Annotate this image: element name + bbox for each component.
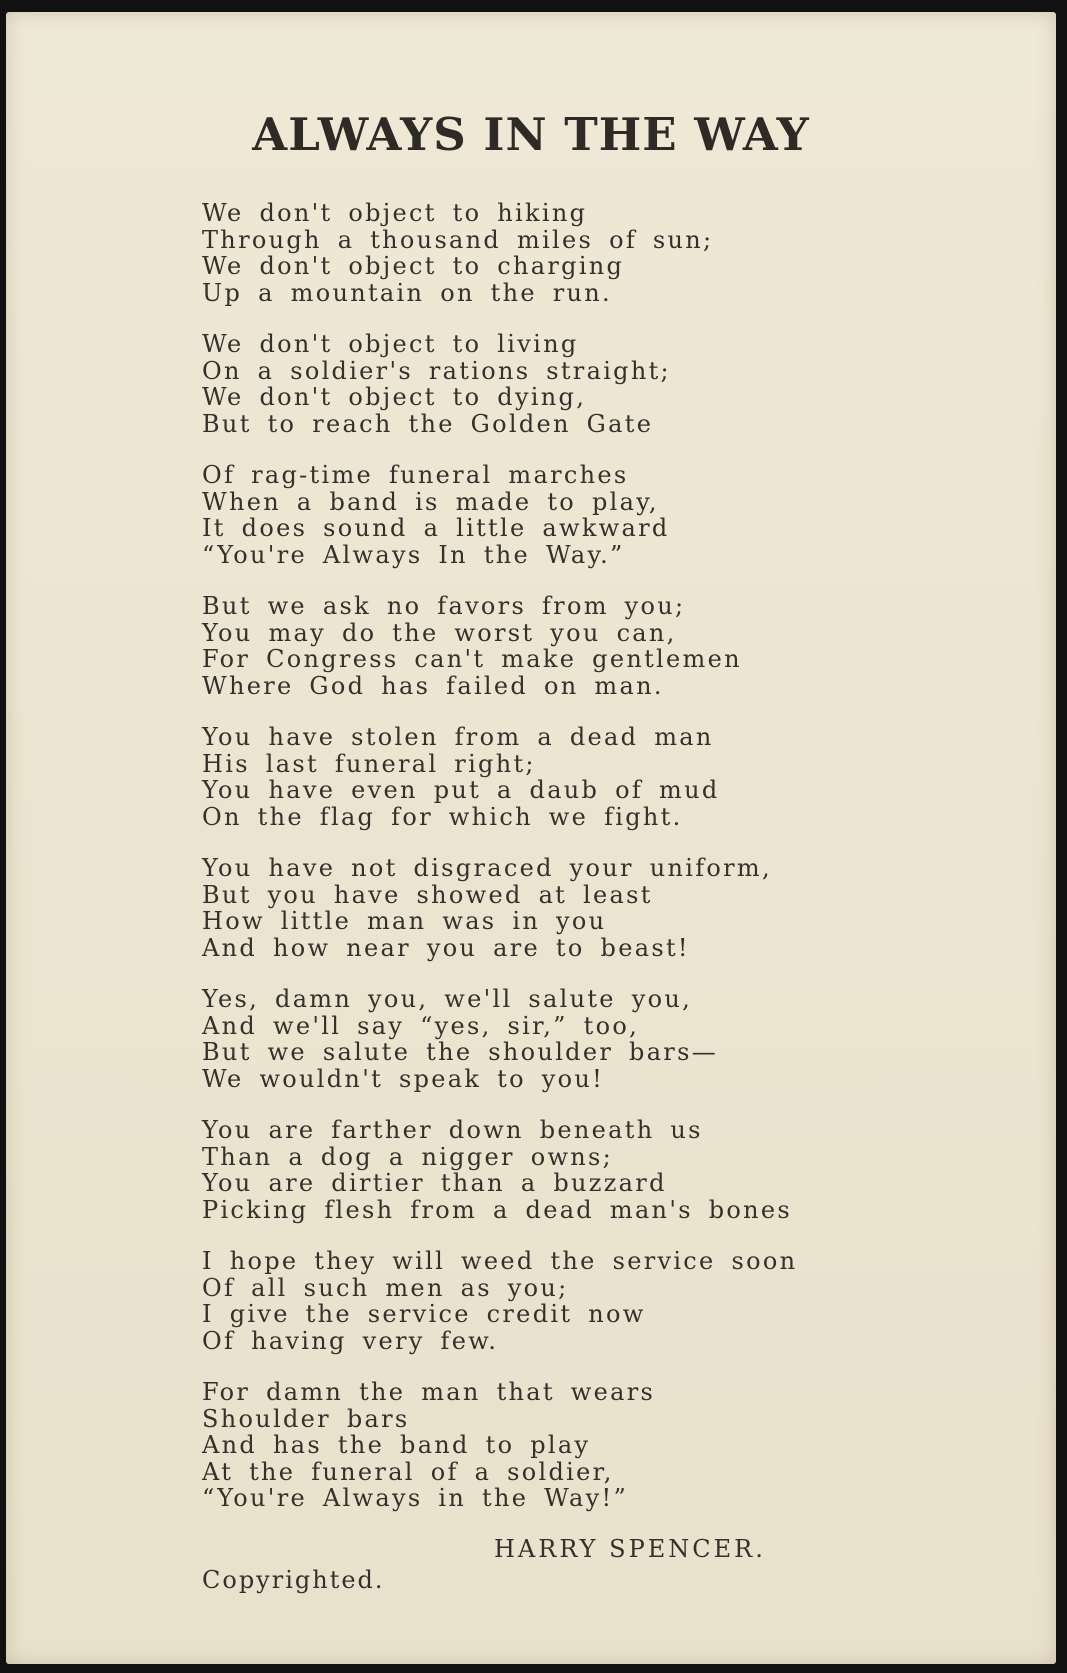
postcard bbox=[6, 12, 1056, 1664]
poem-line: Yes, damn you, we'll salute you, bbox=[202, 985, 693, 1013]
stanza-1 bbox=[202, 200, 902, 306]
author-signature: HARRY SPENCER. bbox=[494, 1535, 766, 1563]
poem-line: Where God has failed on man. bbox=[202, 671, 664, 700]
poem-line: And has the band to play bbox=[202, 1431, 591, 1459]
poem-line: You are farther down beneath us bbox=[202, 1116, 703, 1144]
poem-line: “You're Always in the Way!” bbox=[202, 1484, 629, 1512]
stanza-8 bbox=[202, 1117, 902, 1223]
poem-line: How little man was in you bbox=[202, 907, 607, 935]
poem-line: You have even put a daub of mud bbox=[202, 776, 720, 804]
poem-line: Of rag-time funeral marches bbox=[202, 461, 629, 489]
poem-line: For Congress can't make gentlemen bbox=[202, 645, 742, 673]
poem-line: When a band is made to play, bbox=[202, 487, 659, 516]
stanza-4 bbox=[202, 593, 902, 699]
poem-line: But to reach the Golden Gate bbox=[202, 409, 654, 438]
poem-line: Up a mountain on the run. bbox=[202, 278, 612, 307]
poem-line: On the flag for which we fight. bbox=[202, 802, 683, 831]
poem-line: Of all such men as you; bbox=[202, 1273, 569, 1302]
poem-line: But we salute the shoulder bars— bbox=[202, 1038, 718, 1066]
poem-line: We don't object to living bbox=[202, 330, 579, 358]
poem-line: On a soldier's rations straight; bbox=[202, 356, 671, 385]
stanza-5 bbox=[202, 724, 902, 830]
stanza-3 bbox=[202, 462, 902, 568]
poem-line: You may do the worst you can, bbox=[202, 618, 677, 647]
poem-line: And we'll say “yes, sir,” too, bbox=[202, 1011, 640, 1040]
copyright-notice: Copyrighted. bbox=[202, 1566, 385, 1594]
poem-line: Shoulder bars bbox=[202, 1404, 410, 1433]
poem-line: Than a dog a nigger owns; bbox=[202, 1142, 614, 1171]
poem-line: I give the service credit now bbox=[202, 1300, 646, 1328]
poem-line: Picking flesh from a dead man's bones bbox=[202, 1195, 793, 1224]
poem-line: At the funeral of a soldier, bbox=[202, 1457, 614, 1486]
stanza-6 bbox=[202, 855, 902, 961]
poem-line: “You're Always In the Way.” bbox=[202, 540, 625, 569]
stanza-10 bbox=[202, 1379, 902, 1512]
stanza-2 bbox=[202, 331, 902, 437]
poem-line: His last funeral right; bbox=[202, 749, 536, 778]
poem-line: We don't object to dying, bbox=[202, 383, 587, 411]
poem-line: It does sound a little awkward bbox=[202, 514, 670, 542]
poem-line: But you have showed at least bbox=[202, 880, 653, 909]
stanza-9 bbox=[202, 1248, 902, 1354]
poem-line: We don't object to hiking bbox=[202, 199, 588, 227]
poem-title: ALWAYS IN THE WAY bbox=[252, 108, 810, 161]
poem-line: We don't object to charging bbox=[202, 252, 625, 280]
poem-line: We wouldn't speak to you! bbox=[202, 1064, 605, 1093]
poem-line: Of having very few. bbox=[202, 1326, 499, 1355]
poem-line: You have stolen from a dead man bbox=[202, 723, 714, 751]
poem-line: But we ask no favors from you; bbox=[202, 592, 686, 620]
stanza-7 bbox=[202, 986, 902, 1092]
poem-line: And how near you are to beast! bbox=[202, 933, 690, 962]
poem-line: I hope they will weed the service soon bbox=[202, 1247, 798, 1275]
poem-body bbox=[202, 200, 902, 1537]
poem-line: Through a thousand miles of sun; bbox=[202, 225, 714, 254]
poem-line: For damn the man that wears bbox=[202, 1378, 656, 1406]
poem-line: You are dirtier than a buzzard bbox=[202, 1169, 667, 1197]
poem-line: You have not disgraced your uniform, bbox=[202, 854, 772, 882]
